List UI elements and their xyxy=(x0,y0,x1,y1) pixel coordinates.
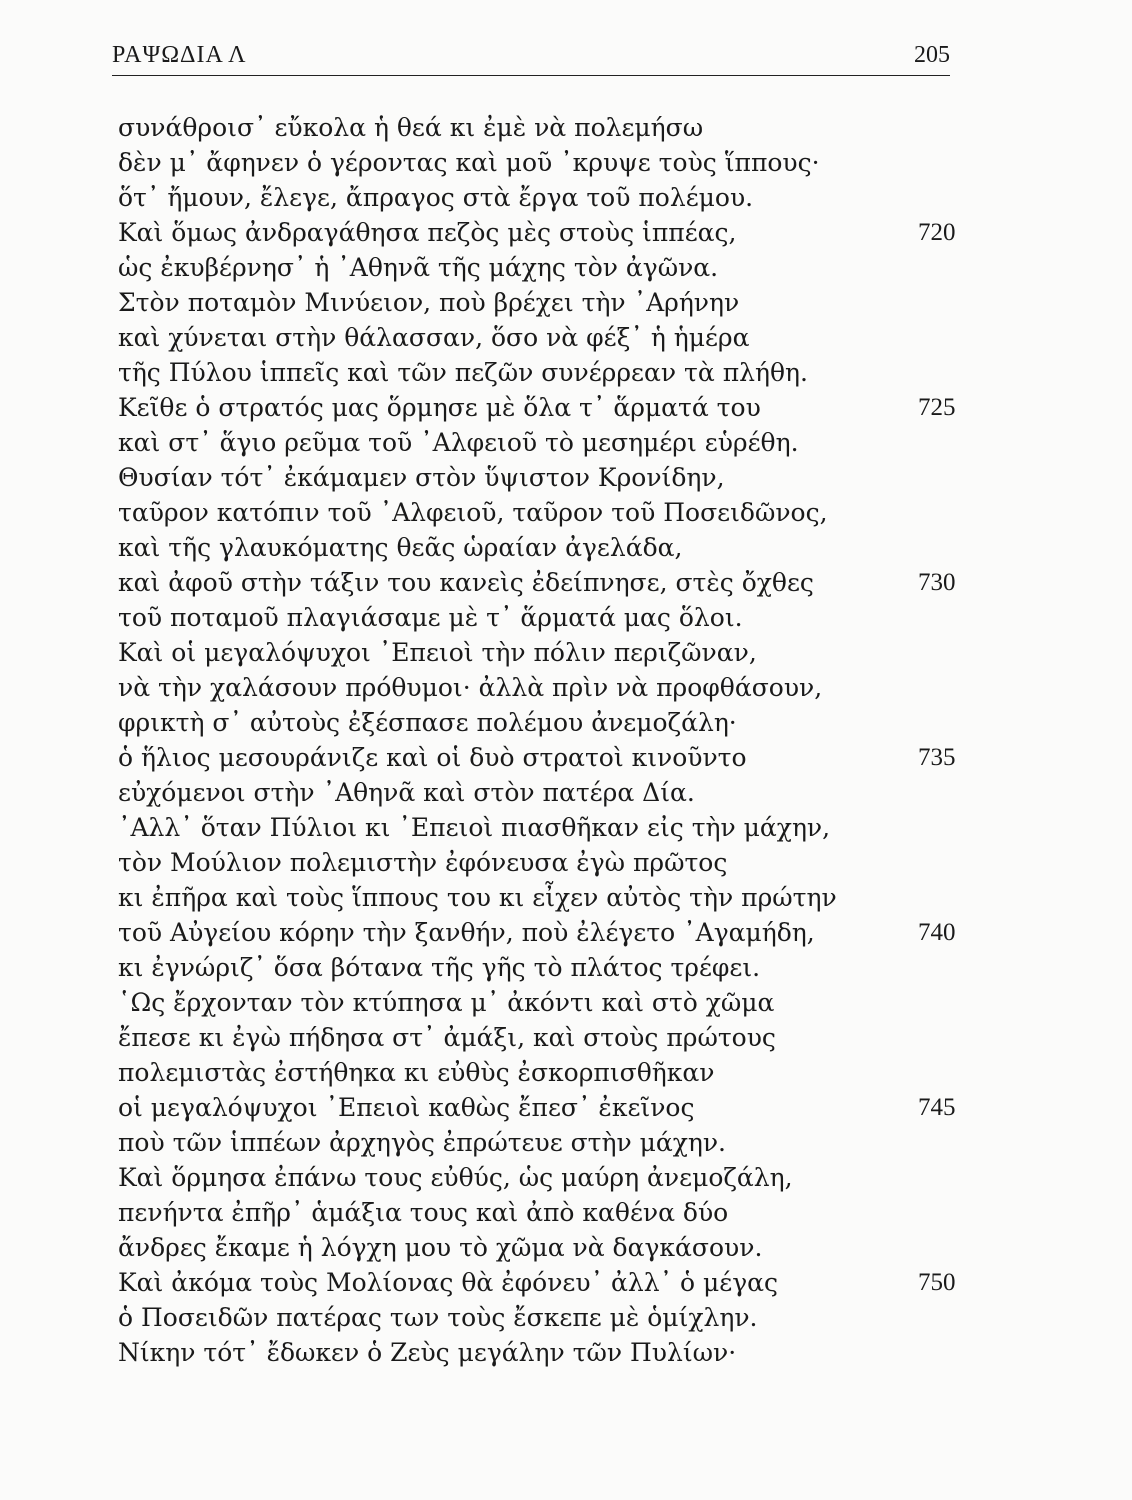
verse-line xyxy=(118,1335,978,1370)
verse-text: Νίκην τότ᾽ ἔδωκεν ὁ Ζεὺς μεγάλην τῶν Πυλίων· xyxy=(118,1338,737,1367)
verse-line xyxy=(118,1195,978,1230)
verse-number: 730 xyxy=(918,569,956,596)
verse-line xyxy=(118,600,978,635)
verse-line xyxy=(118,775,978,810)
verse-line xyxy=(118,530,978,565)
page-number: 205 xyxy=(914,42,950,68)
verse-text: τῆς Πύλου ἱππεῖς καὶ τῶν πεζῶν συνέρρεαν τὰ πλήθη. xyxy=(118,358,808,387)
verse-line xyxy=(118,215,978,250)
verse-line xyxy=(118,1160,978,1195)
verse-line xyxy=(118,705,978,740)
verse-line xyxy=(118,845,978,880)
verse-text: τοῦ Αὐγείου κόρην τὴν ξανθήν, ποὺ ἐλέγετο ᾽Αγαμήδη, xyxy=(118,918,815,947)
verse-text: τοῦ ποταμοῦ πλαγιάσαμε μὲ τ᾽ ἅρματά μας ὅλοι. xyxy=(118,603,743,632)
verse-text: ὁ Ποσειδῶν πατέρας των τοὺς ἔσκεπε μὲ ὁμίχλην. xyxy=(118,1303,758,1332)
verse-line xyxy=(118,320,978,355)
verse-text: πολεμιστὰς ἐστήθηκα κι εὐθὺς ἐσκορπισθῆκαν xyxy=(118,1058,715,1087)
verse-text: κι ἐπῆρα καὶ τοὺς ἵππους του κι εἶχεν αὐτὸς τὴν πρώτην xyxy=(118,883,837,912)
verse-text: πενήντα ἐπῆρ᾽ ἁμάξια τους καὶ ἀπὸ καθένα δύο xyxy=(118,1198,729,1227)
verse-line xyxy=(118,1055,978,1090)
verse-line xyxy=(118,670,978,705)
verse-line xyxy=(118,495,978,530)
verse-text: ἔπεσε κι ἐγὼ πήδησα στ᾽ ἀμάξι, καὶ στοὺς πρώτους xyxy=(118,1023,776,1052)
verse-text: τὸν Μούλιον πολεμιστὴν ἐφόνευσα ἐγὼ πρῶτος xyxy=(118,848,728,877)
verse-number: 745 xyxy=(918,1094,956,1121)
verse-text: δὲν μ᾽ ἄφηνεν ὁ γέροντας καὶ μοῦ ᾽κρυψε τοὺς ἵππους· xyxy=(118,148,820,177)
verse-line xyxy=(118,390,978,425)
verse-text: καὶ ἀφοῦ στὴν τάξιν του κανεὶς ἐδείπνησε, στὲς ὄχθες xyxy=(118,568,814,597)
verse-text: φρικτὴ σ᾽ αὐτοὺς ἐξέσπασε πολέμου ἀνεμοζάλη· xyxy=(118,708,737,737)
verse-line xyxy=(118,1230,978,1265)
verse-line xyxy=(118,145,978,180)
verse-text: Στὸν ποταμὸν Μινύειον, ποὺ βρέχει τὴν ᾽Αρήνην xyxy=(118,288,740,317)
verse-text: καὶ τῆς γλαυκόματης θεᾶς ὡραίαν ἀγελάδα, xyxy=(118,533,683,562)
verse-number: 725 xyxy=(918,394,956,421)
verse-line xyxy=(118,635,978,670)
verse-line xyxy=(118,565,978,600)
verse-number: 720 xyxy=(918,219,956,246)
header-divider xyxy=(112,75,950,76)
verse-text: συνάθροισ᾽ εὔκολα ἡ θεά κι ἐμὲ νὰ πολεμήσω xyxy=(118,113,704,142)
verse-line xyxy=(118,1125,978,1160)
verse-line xyxy=(118,180,978,215)
verse-line xyxy=(118,985,978,1020)
verse-line xyxy=(118,285,978,320)
chapter-title: ΡΑΨΩΔΙΑ Λ xyxy=(112,42,247,68)
verse-text: καὶ χύνεται στὴν θάλασσαν, ὅσο νὰ φέξ᾽ ἡ ἡμέρα xyxy=(118,323,750,352)
verse-number: 740 xyxy=(918,919,956,946)
verse-line xyxy=(118,355,978,390)
verse-text: Θυσίαν τότ᾽ ἐκάμαμεν στὸν ὕψιστον Κρονίδην, xyxy=(118,463,725,492)
verse-line xyxy=(118,460,978,495)
verse-line xyxy=(118,1090,978,1125)
verse-line xyxy=(118,425,978,460)
verse-line xyxy=(118,250,978,285)
verse-text: Καὶ ὅμως ἀνδραγάθησα πεζὸς μὲς στοὺς ἱππέας, xyxy=(118,218,737,247)
verse-text: ὅτ᾽ ἤμουν, ἔλεγε, ἄπραγος στὰ ἔργα τοῦ πολέμου. xyxy=(118,183,754,212)
verse-text: ᾽Αλλ᾽ ὅταν Πύλιοι κι ᾽Επειοὶ πιασθῆκαν εἰς τὴν μάχην, xyxy=(118,813,831,842)
verse-line xyxy=(118,740,978,775)
verse-text: Καὶ ἀκόμα τοὺς Μολίονας θὰ ἐφόνευ᾽ ἀλλ᾽ ὁ μέγας xyxy=(118,1268,779,1297)
verse-text: ποὺ τῶν ἱππέων ἀρχηγὸς ἐπρώτευε στὴν μάχην. xyxy=(118,1128,727,1157)
verse-text: ὁ ἥλιος μεσουράνιζε καὶ οἱ δυὸ στρατοὶ κινοῦντο xyxy=(118,743,747,772)
verse-text: Καὶ οἱ μεγαλόψυχοι ᾽Επειοὶ τὴν πόλιν περιζῶναν, xyxy=(118,638,757,667)
verse-text: οἱ μεγαλόψυχοι ᾽Επειοὶ καθὼς ἔπεσ᾽ ἐκεῖνος xyxy=(118,1093,695,1122)
verse-text: κι ἐγνώριζ᾽ ὅσα βότανα τῆς γῆς τὸ πλάτος τρέφει. xyxy=(118,953,761,982)
verse-number: 735 xyxy=(918,744,956,771)
verse-line xyxy=(118,880,978,915)
verse-text: ἄνδρες ἔκαμε ἡ λόγχη μου τὸ χῶμα νὰ δαγκάσουν. xyxy=(118,1233,763,1262)
running-header xyxy=(112,38,950,78)
verse-text: νὰ τὴν χαλάσουν πρόθυμοι· ἀλλὰ πρὶν νὰ προφθάσουν, xyxy=(118,673,823,702)
poem-text-block xyxy=(118,110,978,1370)
verse-text: εὐχόμενοι στὴν ᾽Αθηνᾶ καὶ στὸν πατέρα Δία. xyxy=(118,778,695,807)
verse-text: Κεῖθε ὁ στρατός μας ὅρμησε μὲ ὅλα τ᾽ ἅρματά του xyxy=(118,393,761,422)
verse-line xyxy=(118,950,978,985)
verse-line xyxy=(118,110,978,145)
verse-text: ῾Ως ἔρχονταν τὸν κτύπησα μ᾽ ἀκόντι καὶ στὸ χῶμα xyxy=(118,988,775,1017)
verse-text: ταῦρον κατόπιν τοῦ ᾽Αλφειοῦ, ταῦρον τοῦ Ποσειδῶνος, xyxy=(118,498,828,527)
verse-line xyxy=(118,810,978,845)
verse-number: 750 xyxy=(918,1269,956,1296)
verse-line xyxy=(118,1300,978,1335)
verse-line xyxy=(118,1020,978,1055)
verse-line xyxy=(118,915,978,950)
verse-line xyxy=(118,1265,978,1300)
verse-text: Καὶ ὅρμησα ἐπάνω τους εὐθύς, ὡς μαύρη ἀνεμοζάλη, xyxy=(118,1163,793,1192)
verse-text: ὡς ἐκυβέρνησ᾽ ἡ ᾽Αθηνᾶ τῆς μάχης τὸν ἀγῶνα. xyxy=(118,253,719,282)
verse-text: καὶ στ᾽ ἅγιο ρεῦμα τοῦ ᾽Αλφειοῦ τὸ μεσημέρι εὑρέθη. xyxy=(118,428,799,457)
